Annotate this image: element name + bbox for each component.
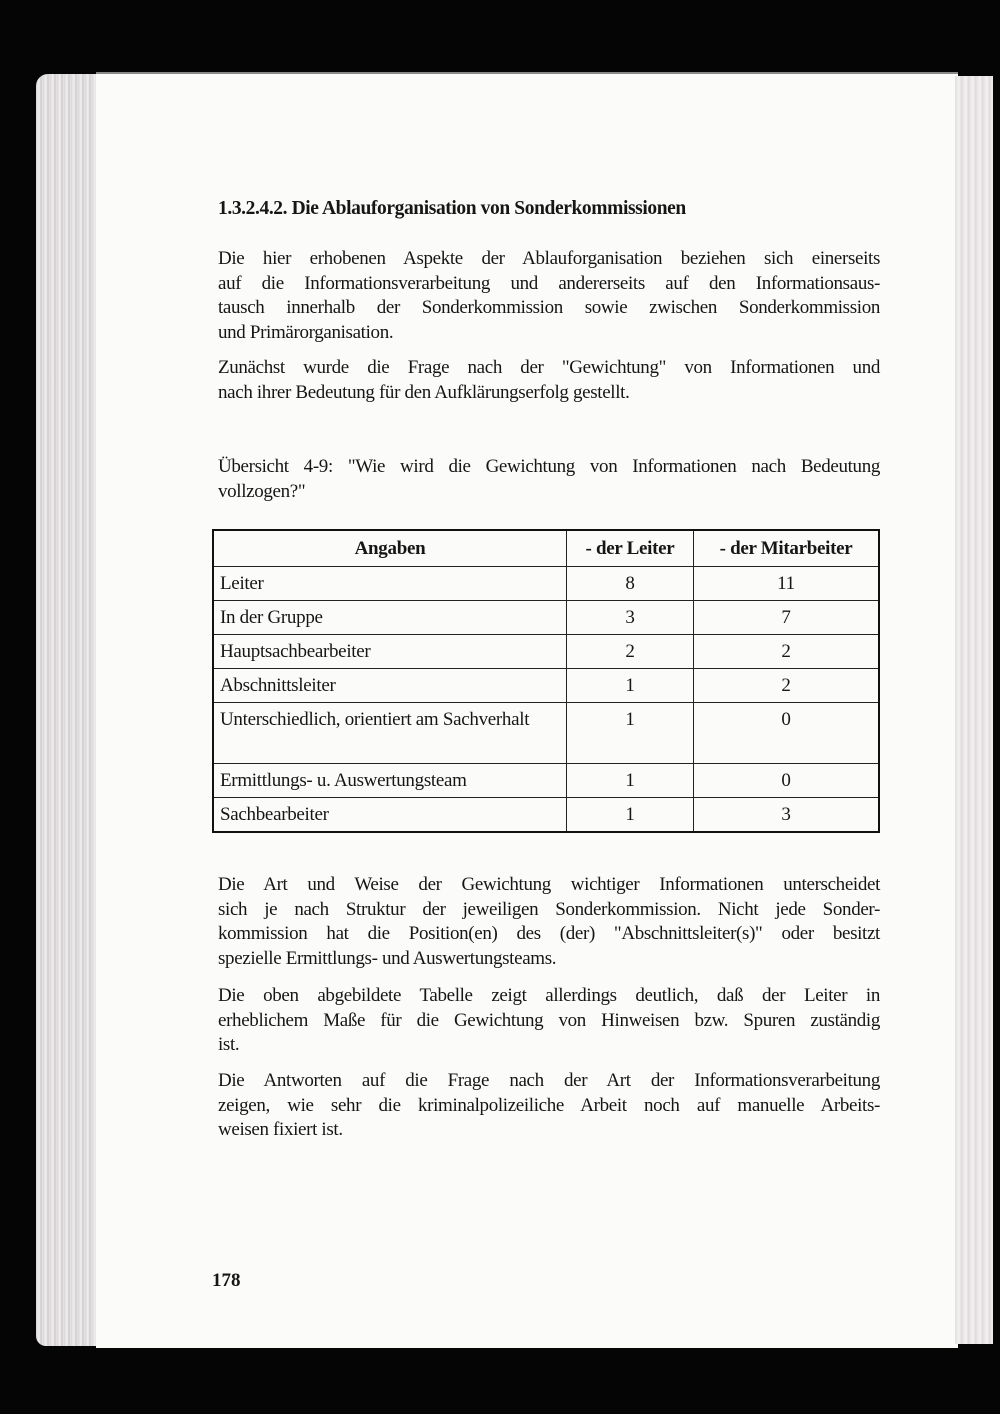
table-row: [213, 635, 879, 669]
cell-count: 2: [694, 669, 880, 703]
table-row: [213, 798, 879, 833]
text-line: Die oben abgebildete Tabelle zeigt allerdings deutlich, daß der Leiter in: [218, 985, 880, 1006]
cell-count: 3: [694, 798, 880, 833]
text-line: Die hier erhobenen Aspekte der Ablauforganisation beziehen sich einerseits: [218, 248, 880, 269]
text-line: Die Art und Weise der Gewichtung wichtiger Informationen unterscheidet: [218, 874, 880, 895]
cell-count: 11: [694, 567, 880, 601]
cell-count: 0: [694, 703, 880, 764]
cell-count: 8: [567, 567, 694, 601]
cell-count: 2: [567, 635, 694, 669]
cell-label: Sachbearbeiter: [213, 798, 567, 833]
page-number: 178: [212, 1270, 241, 1291]
text-line: sich je nach Struktur der jeweiligen Sonderkommission. Nicht jede Sonder-: [218, 898, 880, 920]
cell-label: Abschnittsleiter: [213, 669, 567, 703]
cell-label: Ermittlungs- u. Auswertungsteam: [213, 764, 567, 798]
cell-count: 1: [567, 764, 694, 798]
text-line: zeigen, wie sehr die kriminalpolizeiliche Arbeit noch auf manuelle Arbeits-: [218, 1094, 880, 1116]
cell-count: 1: [567, 669, 694, 703]
table-row: [213, 669, 879, 703]
table-row: [213, 567, 879, 601]
section-heading: 1.3.2.4.2. Die Ablauforganisation von Sonderkommissionen: [218, 198, 686, 219]
cell-count: 7: [694, 601, 880, 635]
text-line: spezielle Ermittlungs- und Auswertungsteams.: [218, 947, 557, 969]
text-line: weisen fixiert ist.: [218, 1119, 343, 1140]
cell-count: 2: [694, 635, 880, 669]
column-header: - der Mitarbeiter: [694, 530, 880, 567]
paragraph-analysis: [218, 873, 880, 971]
column-header: Angaben: [213, 530, 567, 567]
text-line: erheblichem Maße für die Gewichtung von Hinweisen bzw. Spuren zuständig: [218, 1009, 880, 1031]
paragraph-processing: [218, 1069, 880, 1143]
column-header: - der Leiter: [567, 530, 694, 567]
cell-count: 3: [567, 601, 694, 635]
text-line: ist.: [218, 1034, 240, 1055]
text-line: nach ihrer Bedeutung für den Aufklärungserfolg gestellt.: [218, 381, 630, 403]
text-line: Zunächst wurde die Frage nach der "Gewichtung" von Informationen und: [218, 357, 880, 378]
table-caption: [218, 455, 880, 504]
cell-count: 1: [567, 798, 694, 833]
text-line: vollzogen?": [218, 480, 306, 502]
text-line: Die Antworten auf die Frage nach der Art der Informationsverarbeitung: [218, 1070, 880, 1091]
cell-label: Unterschiedlich, orientiert am Sachverhalt: [213, 703, 567, 764]
table-row: [213, 601, 879, 635]
text-line: auf die Informationsverarbeitung und andererseits auf den Informationsaus-: [218, 272, 880, 294]
cell-count: 0: [694, 764, 880, 798]
cell-count: 1: [567, 703, 694, 764]
text-line: tausch innerhalb der Sonderkommission sowie zwischen Sonderkommission: [218, 297, 880, 318]
text-line: kommission hat die Position(en) des (der) "Abschnittsleiter(s)" oder besitzt: [218, 923, 880, 944]
cell-label: Leiter: [213, 567, 567, 601]
cell-label: In der Gruppe: [213, 601, 567, 635]
text-line: und Primärorganisation.: [218, 321, 394, 343]
cell-label: Hauptsachbearbeiter: [213, 635, 567, 669]
facing-page-edge: [955, 76, 993, 1344]
results-table: [212, 529, 880, 833]
table-row: [213, 764, 879, 798]
paragraph-intro: [218, 247, 880, 345]
table-row: [213, 703, 879, 764]
paragraph-conclusion: [218, 984, 880, 1058]
table-header-row: [213, 530, 879, 567]
text-line: Übersicht 4-9: "Wie wird die Gewichtung von Informationen nach Bedeutung: [218, 456, 880, 477]
paragraph-question: [218, 356, 880, 405]
